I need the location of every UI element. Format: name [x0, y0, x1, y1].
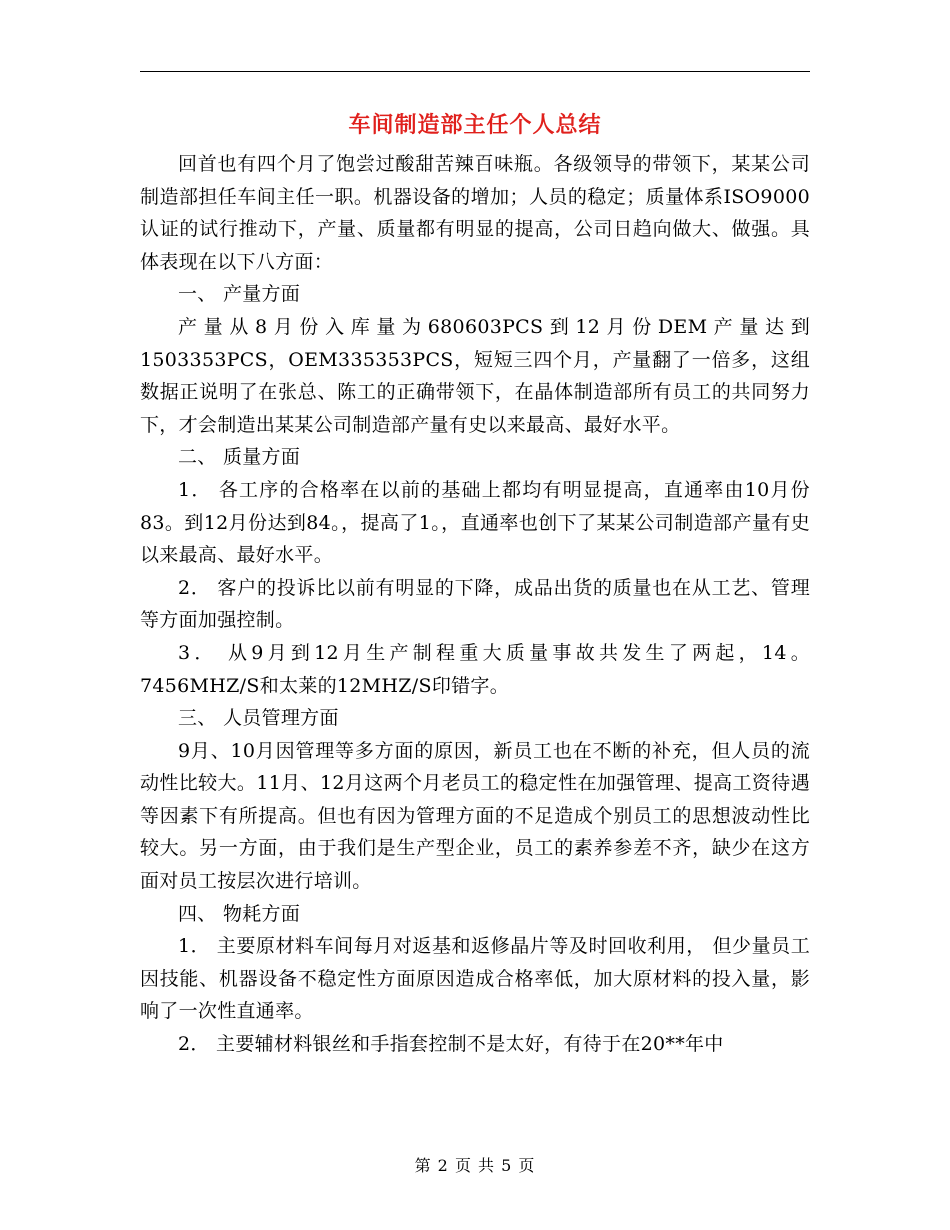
materials-item-1: 1． 主要原材料车间每月对返基和返修晶片等及时回收利用， 但少量员工因技能、机器设备不稳定性方面原因造成合格率低，加大原材料的投入量，影响了一次性直通率。	[140, 935, 810, 1023]
section-heading-materials: 四、 物耗方面	[178, 902, 301, 925]
page-footer: 第 2 页 共 5 页	[414, 1156, 536, 1175]
materials-item-2: 2． 主要辅材料银丝和手指套控制不是太好，有待于在20**年中	[178, 1033, 724, 1056]
quality-item-1: 1． 各工序的合格率在以前的基础上都均有明显提高，直通率由10月份83。到12月份达到84。，提高了1。，直通率也创下了某某公司制造部产量有史以来最高、最好水平。	[140, 478, 810, 567]
quality-item-2: 2． 客户的投诉比以前有明显的下降，成品出货的质量也在从工艺、管理等方面加强控制。	[140, 576, 810, 632]
section-heading-quality: 二、 质量方面	[178, 446, 301, 469]
section-heading-output: 一、 产量方面	[178, 283, 301, 306]
document-body	[140, 148, 810, 1061]
header-rule	[140, 71, 810, 72]
section-heading-personnel: 三、 人员管理方面	[178, 707, 339, 730]
output-paragraph: 产量从8月份入库量为680603PCS到12月份DEM产量达到1503353PCS，OEM335353PCS，短短三四个月，产量翻了一倍多，这组数据正说明了在张总、陈工的正确带领下，在晶体制造部所有员工的共同努力下，才会制造出某某公司制造部产量有史以来最高、最好水平。	[140, 315, 810, 436]
quality-item-3: 3． 从9月到12月生产制程重大质量事故共发生了两起，14。7456MHZ/S和太莱的12MHZ/S印错字。	[140, 641, 810, 697]
personnel-paragraph: 9月、10月因管理等多方面的原因，新员工也在不断的补充，但人员的流动性比较大。11月、12月这两个月老员工的稳定性在加强管理、提高工资待遇等因素下有所提高。但也有因为管理方面的不足造成个别员工的思想波动性比较大。另一方面，由于我们是生产型企业，员工的素养参差不齐，缺少在这方面对员工按层次进行培训。	[140, 739, 810, 893]
intro-paragraph: 回首也有四个月了饱尝过酸甜苦辣百味瓶。各级领导的带领下，某某公司制造部担任车间主任一职。机器设备的增加；人员的稳定；质量体系ISO9000认证的试行推动下，产量、质量都有明显的提高，公司日趋向做大、做强。具体表现在以下八方面：	[140, 153, 810, 273]
document-title: 车间制造部主任个人总结	[348, 112, 602, 138]
